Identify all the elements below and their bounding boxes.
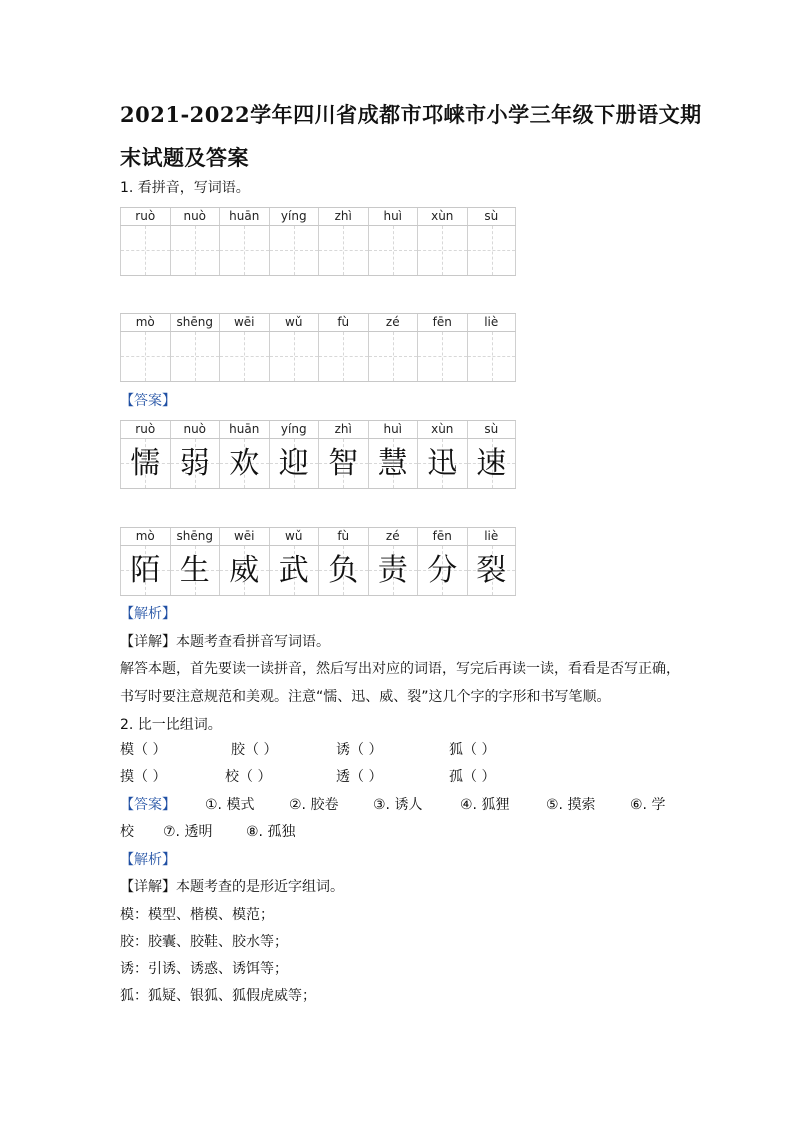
pinyin-cell: mò xyxy=(135,529,155,543)
pinyin-cell: nuò xyxy=(183,209,207,223)
pinyin-cell: liè xyxy=(484,315,499,329)
pinyin-cell: ruò xyxy=(135,209,156,223)
answer-item: ②. 胶卷 xyxy=(289,797,339,813)
writing-box xyxy=(269,332,319,381)
answer-grid-2 xyxy=(120,527,516,596)
detail-line-1: 【详解】本题考查看拼音写词语。 xyxy=(120,634,330,650)
compare-item: 校（ ） xyxy=(225,769,272,785)
answer-item: ⑤. 摸索 xyxy=(546,797,596,813)
answer-character: 责 xyxy=(377,553,408,588)
pinyin-cell: wǔ xyxy=(285,315,303,329)
pinyin-cell: mò xyxy=(135,315,155,329)
pinyin-cell: wēi xyxy=(233,529,255,543)
answer-item: ④. 狐狸 xyxy=(460,797,510,813)
writing-box xyxy=(368,332,418,381)
pinyin-cell: yíng xyxy=(280,422,307,436)
pinyin-cell: zé xyxy=(385,315,400,329)
pinyin-cell: zhì xyxy=(334,209,352,223)
explanation-line: 解答本题，首先要读一读拼音，然后写出对应的词语，写完后再读一读，看看是否写正确， xyxy=(120,661,680,677)
answer-label-2: 【答案】 xyxy=(120,797,176,813)
writing-box xyxy=(318,226,368,275)
pinyin-grid-2 xyxy=(120,313,516,382)
answer-item: ①. 模式 xyxy=(205,797,255,813)
answer-item: 校 xyxy=(120,824,134,840)
answer-character: 懦 xyxy=(130,446,161,481)
pinyin-cell: zé xyxy=(385,529,400,543)
answer-character: 欢 xyxy=(229,446,260,481)
pinyin-cell: yíng xyxy=(280,209,307,223)
writing-box xyxy=(219,332,269,381)
writing-box xyxy=(467,226,517,275)
pinyin-cell: zhì xyxy=(334,422,352,436)
pinyin-cell: fēn xyxy=(432,529,452,543)
writing-box xyxy=(219,226,269,275)
pinyin-cell: fù xyxy=(337,315,350,329)
writing-box xyxy=(467,332,517,381)
pinyin-cell: huì xyxy=(383,209,403,223)
writing-box xyxy=(417,332,467,381)
pinyin-cell: xùn xyxy=(431,422,454,436)
compare-item: 模（ ） xyxy=(120,742,167,758)
answer-character: 迅 xyxy=(427,446,458,481)
compare-item: 狐（ ） xyxy=(449,742,496,758)
analysis-label-1: 【解析】 xyxy=(120,606,176,622)
detail-line-2: 【详解】本题考查的是形近字组词。 xyxy=(120,879,344,895)
analysis-label-2: 【解析】 xyxy=(120,852,176,868)
answer-grid-1 xyxy=(120,420,516,489)
answer-character: 迎 xyxy=(278,446,309,481)
word-group-line: 狐：狐疑、银狐、狐假虎威等； xyxy=(120,988,316,1004)
word-group-line: 胶：胶囊、胶鞋、胶水等； xyxy=(120,934,288,950)
answer-item: ⑦. 透明 xyxy=(163,824,213,840)
answer-character: 弱 xyxy=(179,446,210,481)
answer-character: 生 xyxy=(179,553,210,588)
pinyin-cell: sù xyxy=(484,209,499,223)
pinyin-cell: sù xyxy=(484,422,499,436)
writing-box xyxy=(170,226,220,275)
word-group-line: 模：模型、楷模、模范； xyxy=(120,907,274,923)
answer-character: 负 xyxy=(328,553,359,588)
writing-box xyxy=(170,332,220,381)
pinyin-cell: fēn xyxy=(432,315,452,329)
pinyin-cell: wēi xyxy=(233,315,255,329)
writing-box xyxy=(417,226,467,275)
answer-item: ③. 诱人 xyxy=(373,797,423,813)
page-title-line-2: 末试题及答案 xyxy=(120,145,249,170)
pinyin-cell: ruò xyxy=(135,422,156,436)
pinyin-cell: fù xyxy=(337,529,350,543)
answer-character: 武 xyxy=(278,553,309,588)
compare-item: 胶（ ） xyxy=(231,742,278,758)
page-title-line-1: 2021-2022学年四川省成都市邛崃市小学三年级下册语文期 xyxy=(120,102,702,127)
pinyin-cell: shēng xyxy=(176,529,213,543)
answer-character: 陌 xyxy=(130,553,161,588)
pinyin-cell: xùn xyxy=(431,209,454,223)
question-1-prompt: 1. 看拼音，写词语。 xyxy=(120,180,250,196)
pinyin-cell: nuò xyxy=(183,422,207,436)
answer-label-1: 【答案】 xyxy=(120,393,176,409)
writing-box xyxy=(120,226,170,275)
writing-box xyxy=(368,226,418,275)
question-2-prompt: 2. 比一比组词。 xyxy=(120,717,222,733)
pinyin-cell: huì xyxy=(383,422,403,436)
writing-box xyxy=(269,226,319,275)
answer-character: 威 xyxy=(229,553,260,588)
explanation-line: 书写时要注意规范和美观。注意“懦、迅、威、裂”这几个字的字形和书写笔顺。 xyxy=(120,689,611,705)
answer-item: ⑧. 孤独 xyxy=(246,824,296,840)
compare-item: 孤（ ） xyxy=(449,769,496,785)
compare-item: 摸（ ） xyxy=(120,769,167,785)
pinyin-cell: liè xyxy=(484,529,499,543)
pinyin-cell: huān xyxy=(229,422,260,436)
word-group-line: 诱：引诱、诱惑、诱饵等； xyxy=(120,961,288,977)
pinyin-cell: wǔ xyxy=(285,529,303,543)
answer-character: 分 xyxy=(427,553,458,588)
answer-item: ⑥. 学 xyxy=(630,797,666,813)
writing-box xyxy=(120,332,170,381)
pinyin-cell: huān xyxy=(229,209,260,223)
answer-character: 慧 xyxy=(377,446,408,481)
answer-character: 速 xyxy=(476,446,507,481)
compare-item: 透（ ） xyxy=(336,769,383,785)
compare-item: 诱（ ） xyxy=(336,742,383,758)
pinyin-grid-1 xyxy=(120,207,516,276)
answer-character: 智 xyxy=(328,446,359,481)
writing-box xyxy=(318,332,368,381)
answer-character: 裂 xyxy=(476,553,507,588)
pinyin-cell: shēng xyxy=(176,315,213,329)
